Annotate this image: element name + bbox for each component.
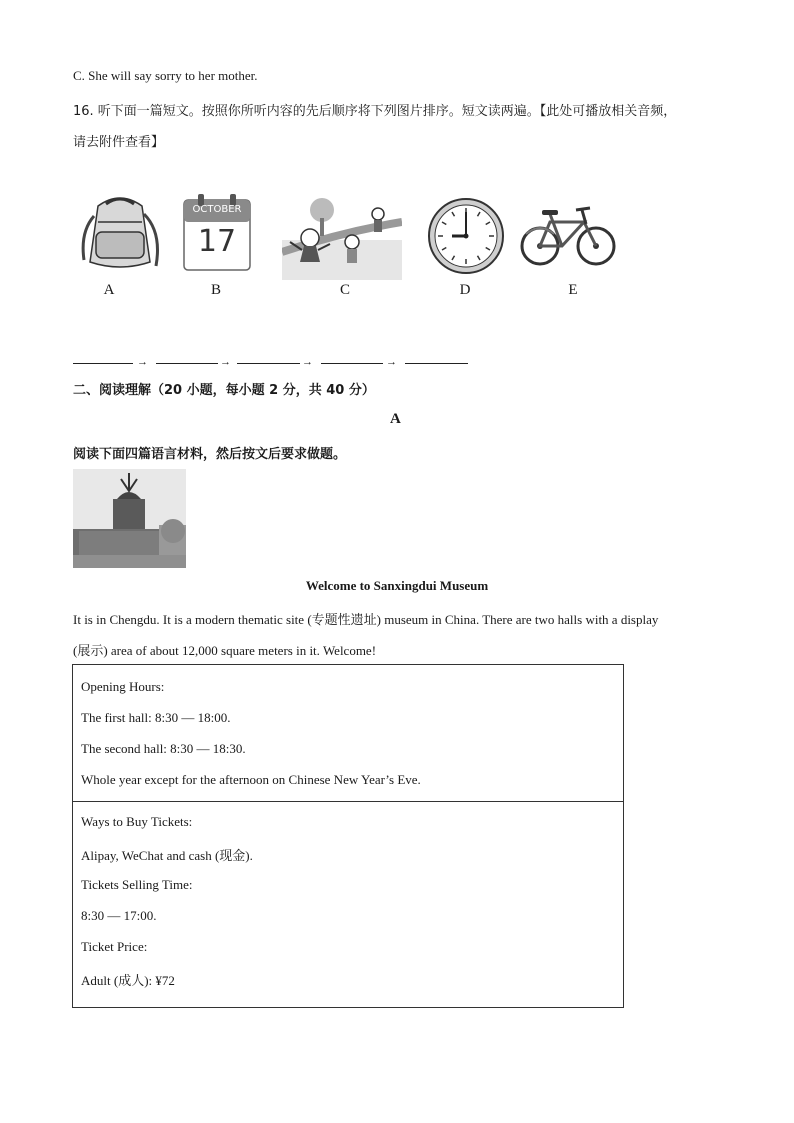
museum-photo	[73, 469, 186, 568]
adult-price: Adult (成人): ¥72	[81, 973, 175, 988]
ways-to-buy-label: Ways to Buy Tickets:	[81, 814, 193, 829]
answer-blank-2[interactable]	[156, 363, 218, 364]
calendar-icon	[182, 192, 252, 272]
passage-intro-line1: It is in Chengdu. It is a modern thematic site (专题性遗址) museum in China. There are two halls with a display	[73, 612, 659, 627]
reading-instruction: 阅读下面四篇语言材料，然后按文后要求做题。	[73, 447, 347, 462]
section-heading: 二、阅读理解（20 小题，每小题 2 分，共 40 分）	[73, 383, 375, 398]
answer-blank-5[interactable]	[405, 363, 468, 364]
payment-methods: Alipay, WeChat and cash (现金).	[81, 848, 253, 863]
arrow-icon: →	[386, 356, 397, 368]
passage-intro-line2: (展示) area of about 12,000 square meters in it. Welcome!	[73, 643, 377, 658]
picture-label-a: A	[103, 282, 115, 298]
picture-label-e: E	[568, 282, 578, 298]
q16-prompt-line1: 16. 听下面一篇短文。按照你所听内容的先后顺序将下列图片排序。短文读两遍。【此处可播放相关音频，	[73, 104, 677, 119]
bicycle-icon	[520, 200, 616, 270]
museum-info-table	[72, 664, 624, 1008]
picture-label-b: B	[210, 282, 221, 298]
backpack-icon	[76, 192, 164, 272]
q16-pictures	[70, 192, 630, 302]
q16-prompt-line2: 请去附件查看】	[73, 135, 165, 150]
passage-letter: A	[390, 411, 401, 427]
q15-option-c: C. She will say sorry to her mother.	[73, 68, 258, 83]
arrow-icon: →	[220, 356, 231, 368]
answer-blank-4[interactable]	[321, 363, 383, 364]
ticket-price-label: Ticket Price:	[81, 939, 148, 954]
opening-exception: Whole year except for the afternoon on Chinese New Year’s Eve.	[81, 772, 421, 787]
table-divider	[73, 801, 623, 802]
passage-title: Welcome to Sanxingdui Museum	[305, 578, 489, 593]
calendar-month: OCTOBER	[192, 204, 242, 215]
arrow-icon: →	[302, 356, 313, 368]
clock-icon	[426, 196, 506, 276]
calendar-day: 17	[197, 224, 237, 259]
answer-blank-1[interactable]	[73, 363, 133, 364]
selling-time: 8:30 — 17:00.	[81, 908, 157, 923]
picture-label-c: C	[339, 282, 350, 298]
first-hall-hours: The first hall: 8:30 — 18:00.	[81, 710, 231, 725]
children-running-icon	[282, 192, 402, 280]
selling-time-label: Tickets Selling Time:	[81, 877, 193, 892]
arrow-icon: →	[137, 356, 148, 368]
opening-hours-label: Opening Hours:	[81, 679, 165, 694]
answer-blanks	[73, 345, 473, 367]
picture-label-d: D	[459, 282, 471, 298]
answer-blank-3[interactable]	[237, 363, 300, 364]
second-hall-hours: The second hall: 8:30 — 18:30.	[81, 741, 246, 756]
